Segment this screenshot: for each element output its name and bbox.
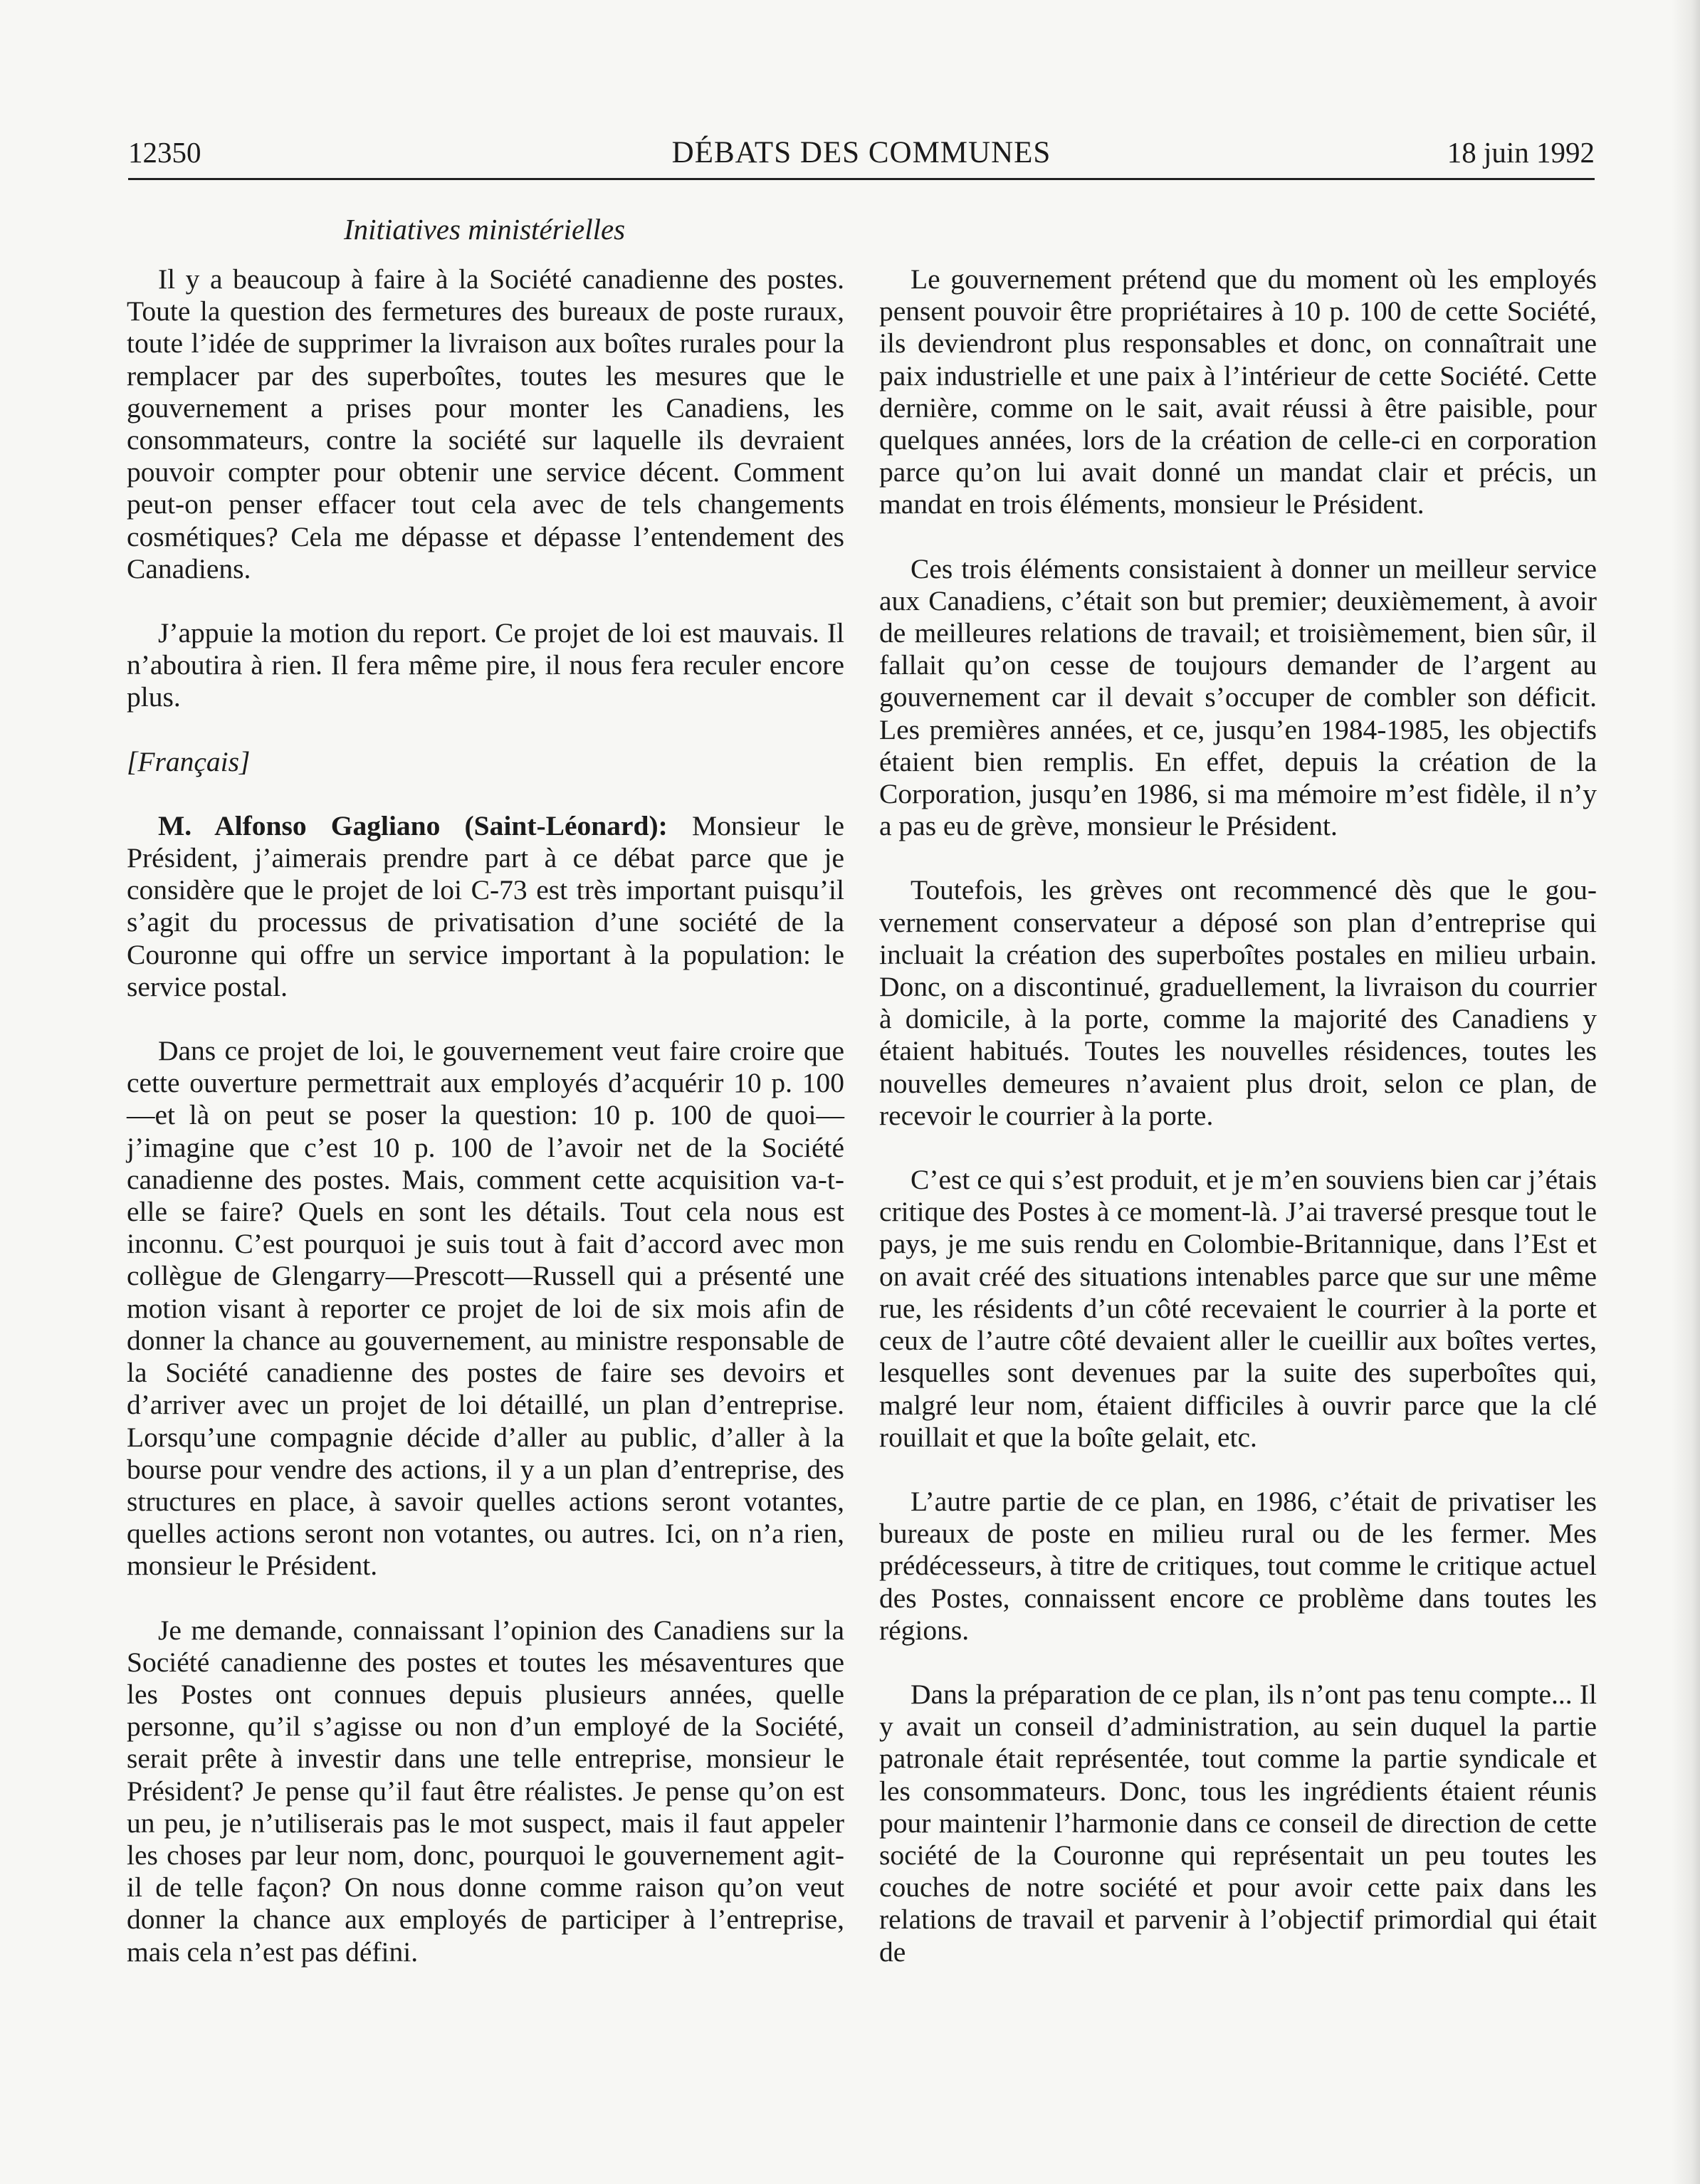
paragraph: Toutefois, les grèves ont recommencé dès que le gouvernement conservateur a déposé son plan d’entreprise qui incluait la création des superboîtes postales en milieu urbain. Donc, on a discontinué, graduellement, la livraison du courrier à domicile, à la porte, comme la majorité des Canadiens y étaient habitués. Toutes les nouvelles résidences, toutes les nouvelles demeures n’avaient plus droit, selon ce plan, de recevoir le courrier à la porte. xyxy=(879,874,1597,1131)
section-title: Initiatives ministérielles xyxy=(344,213,626,246)
paragraph: J’appuie la motion du report. Ce projet de loi est mauvais. Il n’aboutira à rien. Il fera même pire, il nous fera reculer encore plus. xyxy=(127,617,844,713)
right-column xyxy=(879,263,1597,2000)
paragraph: L’autre partie de ce plan, en 1986, c’était de privatiser les bureaux de poste en milieu rural ou de les fermer. Mes prédécesseurs, à titre de critiques, tout comme le critique actuel des Postes, connaissent encore ce problème dans toutes les régions. xyxy=(879,1485,1597,1646)
header-date: 18 juin 1992 xyxy=(1447,136,1595,169)
speaker-text: Monsieur le Président, j’aimerais prendre part à ce débat parce que je considère que le projet de loi C-73 est très important puisqu’il s’agit du processus de privatisation d’une société de la Couronne qui offre un service important à la population: le service postal. xyxy=(127,809,844,1002)
speaker-paragraph xyxy=(127,810,844,1003)
paragraph: Dans ce projet de loi, le gouvernement veut faire croire que cette ouverture permettrait aux employés d’acquérir 10 p. 100—et là on peut se poser la question: 10 p. 100 de quoi— j’imagine que c’est 10 p. 100 de l’avoir net de la Société canadienne des postes. Mais, comment cette acquisition va-t-elle se faire? Quels en sont les détails. Tout cela nous est inconnu. C’est pourquoi je suis tout à fait d’accord avec mon collègue de Glengarry—Prescott—Russell qui a présenté une motion visant à reporter ce projet de loi de six mois afin de donner la chance au gouvernement, au ministre responsable de la Société canadienne des postes de faire ses devoirs et d’arriver avec un projet de loi détaillé, un plan d’entreprise. Lorsqu’une compagnie décide d’aller au public, d’aller à la bourse pour vendre des actions, il y a un plan d’entreprise, des structures en place, à savoir quelles actions seront votantes, quelles actions seront non votantes, ou autres. Ici, on n’a rien, monsieur le Président. xyxy=(127,1035,844,1582)
speaker-name: M. Alfonso Gagliano (Saint-Léonard): xyxy=(158,809,668,841)
page-header xyxy=(128,135,1595,180)
paragraph: Le gouvernement prétend que du moment où les employés pensent pouvoir être propriétaires à 10 p. 100 de cette Société, ils deviendront plus responsables et donc, on connaîtrait une paix industrielle et une paix à l’intérieur de cette Société. Cette dernière, comme on le sait, avait réussi à être paisible, pour quelques années, lors de la création de celle-ci en corporation parce qu’on lui avait donné un mandat clair et précis, un mandat en trois éléments, monsieur le Président. xyxy=(879,263,1597,520)
paragraph: C’est ce qui s’est produit, et je m’en souviens bien car j’étais critique des Postes à ce moment-là. J’ai traversé presque tout le pays, je me suis rendu en Colombie-Britannique, dans l’Est et on avait créé des situations intenables parce que sur une même rue, les résidents d’un côté recevaient le courrier à la porte et ceux de l’autre côté devaient aller le cueillir aux boîtes vertes, lesquelles sont devenues par la suite des superboîtes qui, malgré leur nom, étaient difficiles à ouvrir parce que la clé rouillait et que la boîte gelait, etc. xyxy=(879,1164,1597,1453)
paragraph: Il y a beaucoup à faire à la Société canadienne des postes. Toute la question des fermetures des bureaux de poste ruraux, toute l’idée de supprimer la livraison aux boîtes rurales pour la remplacer par des superboîtes, toutes les mesures que le gouvernement a prises pour monter les Canadiens, les consommateurs, contre la société sur laquelle ils devraient pouvoir compter pour obtenir une service décent. Comment peut-on penser effacer tout cela avec de tels changements cosmétiques? Cela me dépasse et dépasse l’entendement des Canadiens. xyxy=(127,263,844,584)
language-marker: [Français] xyxy=(127,745,251,777)
paragraph: Ces trois éléments consistaient à donner un meilleur service aux Canadiens, c’était son but premier; deuxièmement, à avoir de meilleures relations de travail; et troisièmement, bien sûr, il fallait qu’on cesse de toujours demander de l’argent au gouvernement car il devait s’occuper de combler son déficit. Les premières années, et ce, jusqu’en 1984-1985, les objectifs étaient bien remplis. En effet, depuis la création de la Corporation, jusqu’en 1986, si ma mémoire m’est fidèle, il n’y a pas eu de grève, monsieur le Président. xyxy=(879,552,1597,842)
page-number: 12350 xyxy=(128,136,201,169)
scan-edge-shadow xyxy=(1672,0,1700,2184)
publication-title: DÉBATS DES COMMUNES xyxy=(671,136,1051,169)
paragraph: Je me demande, connaissant l’opinion des Canadiens sur la Société canadienne des postes et toutes les mésaventures que les Postes ont connues depuis plusieurs années, quelle personne, qu’il s’agisse ou non d’un employé de la Société, serait prête à investir dans une telle entreprise, monsieur le Président? Je pense qu’il faut être réalistes. Je pense qu’on est un peu, je n’utiliserais pas le mot suspect, mais il faut appeler les choses par leur nom, donc, pourquoi le gouvernement agit-il de telle façon? On nous donne comme raison qu’on veut donner la chance aux employés de participer à l’entreprise, mais cela n’est pas défini. xyxy=(127,1614,844,1968)
left-column xyxy=(127,263,844,2000)
paragraph: Dans la préparation de ce plan, ils n’ont pas tenu compte... Il y avait un conseil d’administration, au sein duquel la partie patronale était représentée, tout comme la partie syndicale et les consommateurs. Donc, tous les ingrédients étaient réunis pour maintenir l’harmonie dans ce conseil de direction de cette société de la Couronne qui représentait un peu toutes les couches de notre société et pour avoir cette paix dans les relations de travail et parvenir à l’objectif primordial qui était de xyxy=(879,1678,1597,1968)
